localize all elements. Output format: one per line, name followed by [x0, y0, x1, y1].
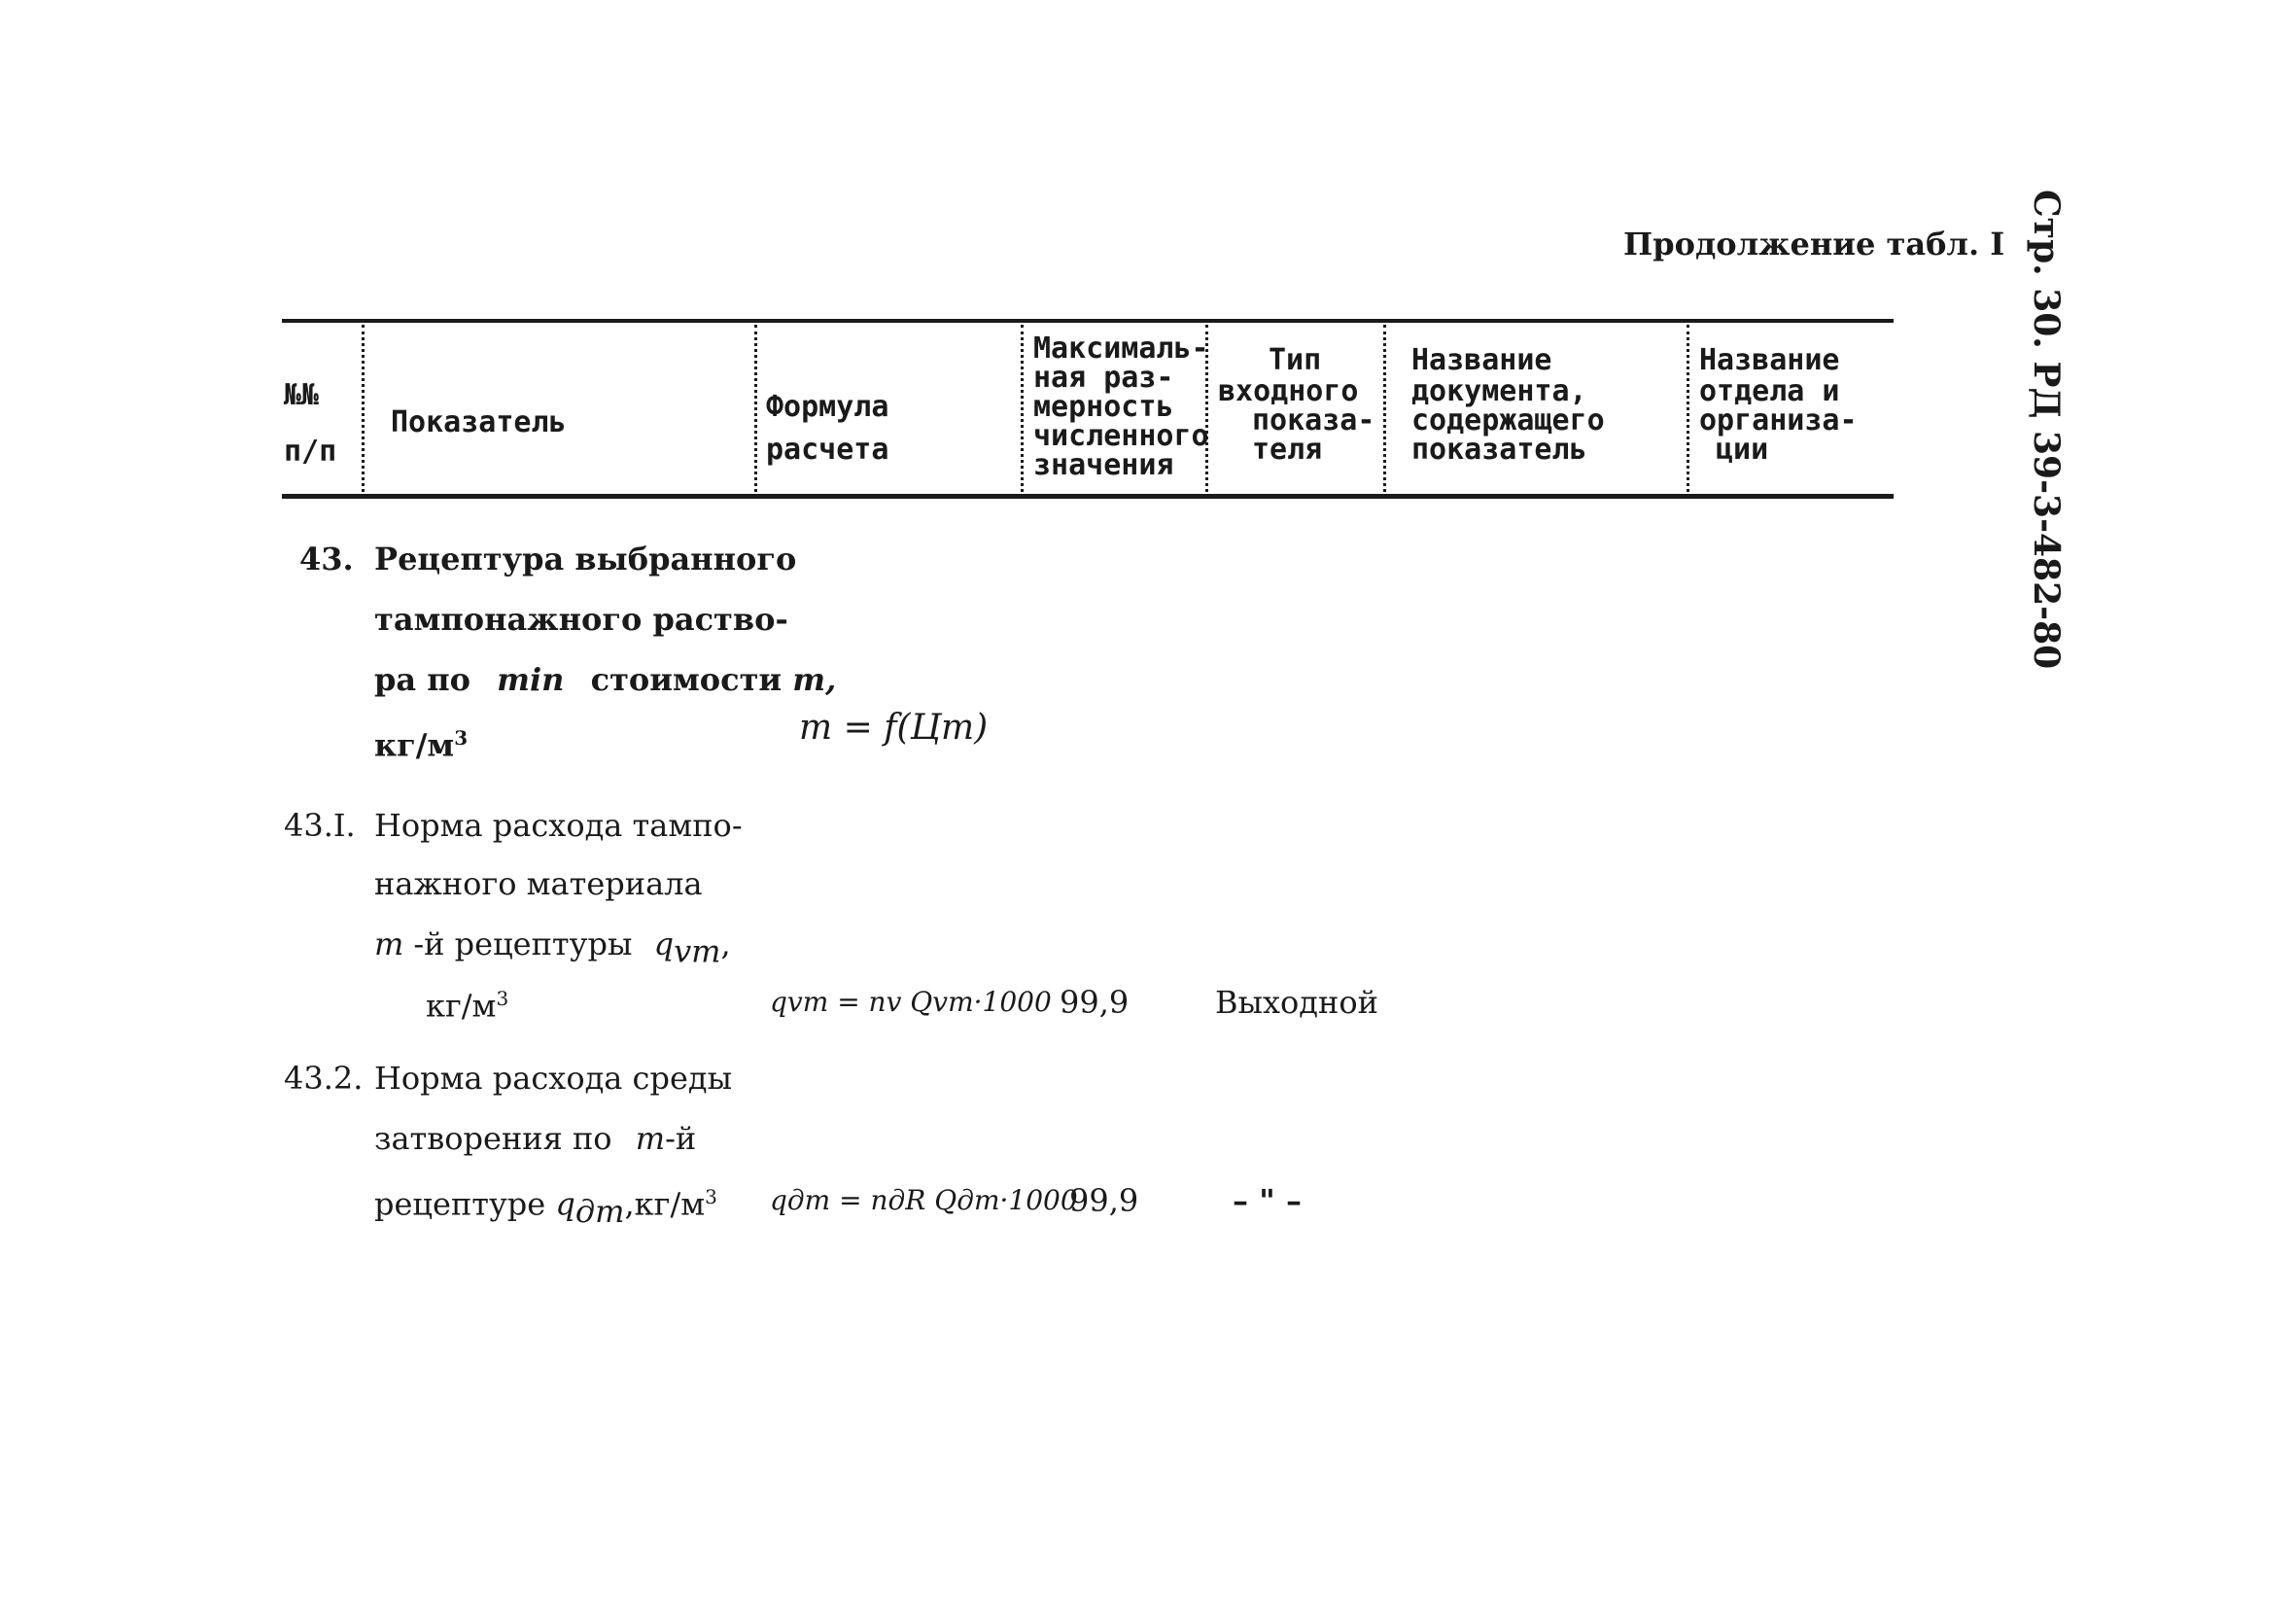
col-sep-5	[1383, 325, 1386, 492]
max-dim-value: 99,9	[1069, 1182, 1139, 1219]
input-type: Выходной	[1215, 984, 1378, 1021]
indicator-line: нажного материала	[374, 865, 703, 902]
indicator-line: тампонажного раство-	[374, 601, 788, 638]
indicator-line: ра по min стоимости m,	[374, 661, 837, 698]
input-type: – " –	[1233, 1182, 1302, 1219]
indicator-line: Норма расхода среды	[374, 1060, 733, 1097]
indicator-line: Рецептура выбранного	[374, 541, 797, 577]
indicator-line: $кг/м^3$	[426, 987, 509, 1025]
row-number: 43.	[299, 541, 354, 577]
indicator-line: Норма расхода тампо-	[374, 807, 743, 844]
header-indicator: Показатель	[391, 405, 567, 439]
col-sep-1	[362, 325, 365, 492]
indicator-line: затворения по m-й	[374, 1120, 697, 1157]
formula: qдm = nдR Qдm·1000	[770, 1184, 1078, 1216]
continuation-label: Продолжение табл. I	[1623, 226, 2005, 262]
indicator-line: рецептуре $q_{дm},кг/м^3$	[374, 1185, 717, 1231]
page-side-label: Стр. 30. РД 39-3-482-80	[2026, 190, 2067, 670]
table-top-rule	[282, 319, 1894, 323]
formula: m = f(Цm)	[799, 708, 989, 748]
row-number: 43.I.	[284, 807, 356, 844]
formula: qvm = nv Qvm·1000	[770, 986, 1052, 1018]
col-sep-2	[754, 325, 757, 492]
col-sep-3	[1021, 325, 1024, 492]
indicator-line: $кг/м^3$	[374, 726, 469, 764]
table-bottom-rule	[282, 494, 1894, 499]
col-sep-6	[1687, 325, 1689, 492]
indicator-line: m -й рецептуры $q_{vm}$,	[374, 926, 731, 970]
row-number: 43.2.	[284, 1060, 364, 1097]
max-dim-value: 99,9	[1060, 984, 1130, 1021]
